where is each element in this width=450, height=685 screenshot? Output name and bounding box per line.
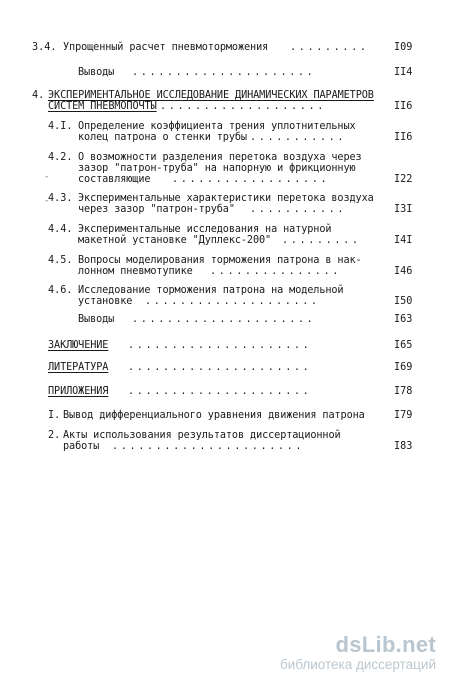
toc-entry-page: I4I — [394, 235, 413, 246]
toc-entry-page: I83 — [394, 441, 413, 452]
dot-leader: ..................... — [132, 314, 316, 325]
toc-entry-page: I50 — [394, 296, 413, 307]
dot-leader: ..................... — [128, 386, 312, 397]
toc-entry-title-cont: колец патрона о стенки трубы — [78, 132, 247, 143]
toc-entry-number: 3.4. — [32, 42, 57, 53]
margin-mark: - — [44, 172, 50, 182]
toc-entry-title: Экспериментальные исследования на натурной — [78, 224, 332, 235]
margin-mark: - — [44, 196, 50, 206]
dot-leader: ..................... — [132, 67, 316, 78]
dot-leader: .................... — [145, 296, 320, 307]
toc-entry-title-cont: макетной установке "Дуплекс-200" — [78, 235, 272, 246]
toc-entry-title: О возможности разделения перетока воздуха через — [78, 152, 362, 163]
toc-entry-title: Определение коэффициента трения уплотнительных — [78, 121, 356, 132]
toc-entry-page: I09 — [394, 42, 413, 53]
toc-entry-number: 4.3. — [48, 193, 73, 204]
toc-entry-title: ЭКСПЕРИМЕНТАЛЬНОЕ ИССЛЕДОВАНИЕ ДИНАМИЧЕСКИХ ПАРАМЕТРОВ — [48, 90, 374, 101]
toc-entry-title-cont: зазор "патрон-труба" на напорную и фрикционную — [78, 163, 356, 174]
dot-leader: ............... — [210, 266, 342, 277]
toc-entry-page: I79 — [394, 410, 413, 421]
toc-entry-page: I22 — [394, 174, 413, 185]
toc-entry-title: Акты использования результатов диссертационной — [63, 430, 341, 441]
toc-entry-title: ЛИТЕРАТУРА — [48, 362, 109, 373]
toc-entry-page: II6 — [394, 101, 413, 112]
dot-leader: ........... — [250, 132, 347, 143]
toc-entry-number: I. — [48, 410, 61, 421]
toc-entry-title: Упрощенный расчет пневмоторможения — [63, 42, 269, 53]
toc-entry-page: II6 — [394, 132, 413, 143]
toc-entry-title-cont: составляющие — [78, 174, 151, 185]
toc-entry-number: 2. — [48, 430, 61, 441]
toc-entry-page: I78 — [394, 386, 413, 397]
toc-entry-title: ПРИЛОЖЕНИЯ — [48, 386, 109, 397]
toc-entry-title: Выводы — [78, 314, 115, 325]
dot-leader: ..................... — [128, 362, 312, 373]
toc-entry-title: ЗАКЛЮЧЕНИЕ — [48, 340, 109, 351]
dot-leader: ...................... — [112, 441, 305, 452]
toc-entry-title-cont: СИСТЕМ ПНЕВМОПОЧТЫ — [48, 101, 157, 112]
toc-entry-title-cont: установке — [78, 296, 133, 307]
toc-entry-page: I69 — [394, 362, 413, 373]
toc-entry-title-cont: работы — [63, 441, 100, 452]
dot-leader: ......... — [290, 42, 369, 53]
watermark — [280, 633, 436, 673]
toc-entry-number: 4.I. — [48, 121, 73, 132]
watermark-subtitle: библиотека диссертаций — [279, 657, 436, 672]
watermark-logo: dsLib.net — [335, 632, 436, 657]
toc-entry-page: I3I — [394, 204, 413, 215]
toc-entry-page: I63 — [394, 314, 413, 325]
toc-entry-title-cont: лонном пневмотупике — [78, 266, 193, 277]
toc-entry-title: Выводы — [78, 67, 115, 78]
toc-entry-number: 4.6. — [48, 285, 73, 296]
toc-entry-page: I46 — [394, 266, 413, 277]
dot-leader: ..................... — [128, 340, 312, 351]
toc-entry-title-cont: через зазор "патрон-труба" — [78, 204, 235, 215]
toc-entry-page: II4 — [394, 67, 413, 78]
toc-entry-page: I65 — [394, 340, 413, 351]
toc-entry-number: 4.2. — [48, 152, 73, 163]
toc-entry-number: 4.4. — [48, 224, 73, 235]
toc-entry-title: Вывод дифференциального уравнения движения патрона — [63, 410, 365, 421]
toc-entry-title: Экспериментальные характеристики перетока воздуха — [78, 193, 374, 204]
dot-leader: ........... — [250, 204, 347, 215]
toc-entry-number: 4.5. — [48, 255, 73, 266]
dot-leader: .................. — [172, 174, 330, 185]
toc-entry-title: Исследование торможения патрона на модельной — [78, 285, 344, 296]
dot-leader: ................... — [160, 101, 326, 112]
toc-entry-number: 4. — [32, 90, 45, 101]
dot-leader: ......... — [282, 235, 361, 246]
toc-entry-title: Вопросы моделирования торможения патрона в нак- — [78, 255, 362, 266]
